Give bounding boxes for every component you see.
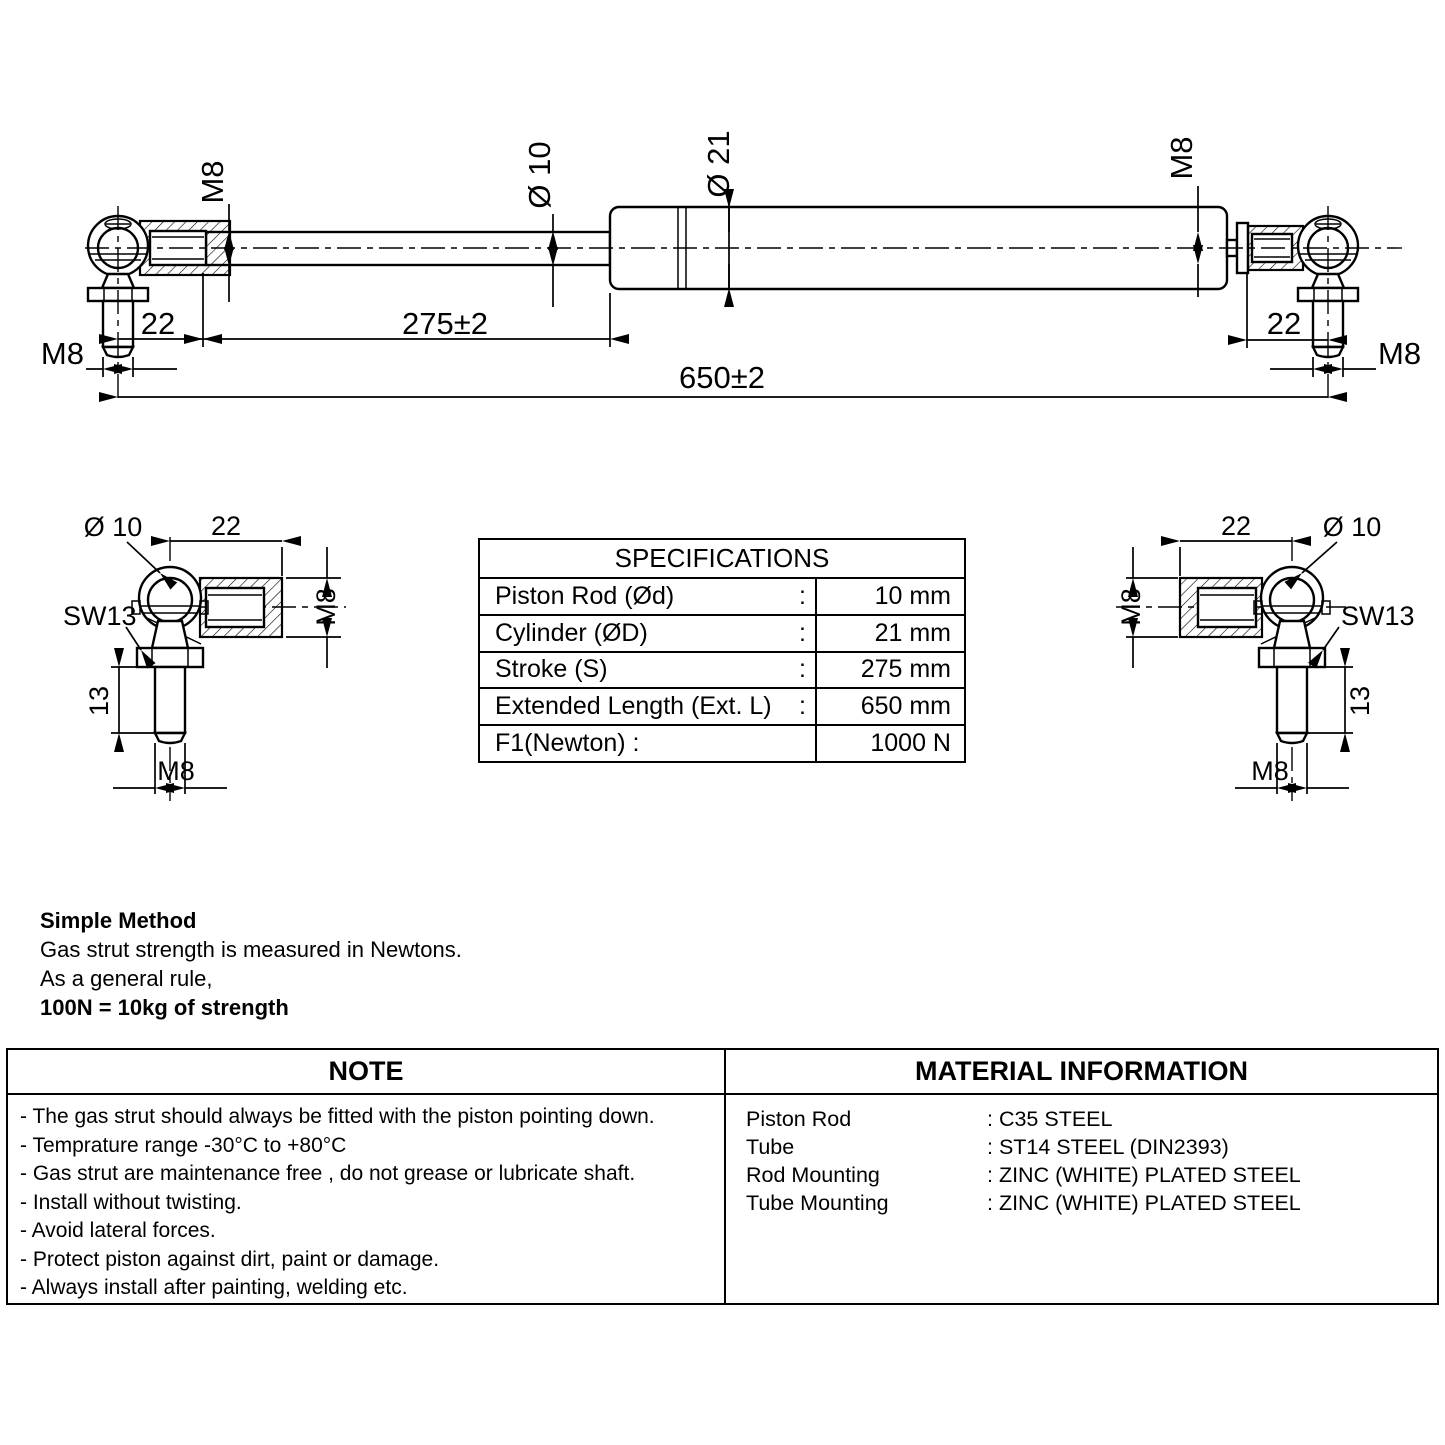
dim-label-cylinder-diameter: Ø 21 xyxy=(701,130,736,198)
dim-label-ball-diameter: Ø 10 xyxy=(83,512,143,542)
note-header: NOTE xyxy=(8,1050,724,1095)
dim-label-wrench-size: SW13 xyxy=(63,601,137,631)
detail-right-ball-socket xyxy=(1254,567,1330,743)
material-row xyxy=(746,1161,1437,1189)
dim-label-right-offset: 22 xyxy=(1266,306,1302,341)
note-item: - The gas strut should always be fitted with the piston pointing down. xyxy=(20,1105,655,1128)
main-assembly-view xyxy=(41,130,1421,404)
info-table xyxy=(6,1048,1439,1305)
dim-detail-left-wrench-size xyxy=(63,601,141,650)
spec-row-extended-length xyxy=(480,689,964,726)
material-label: Rod Mounting xyxy=(746,1163,880,1187)
dim-label-extended-length: 650±2 xyxy=(679,360,765,395)
dim-label-stud-thread: M8 xyxy=(157,756,195,786)
spec-label: Piston Rod (Ød) xyxy=(495,581,675,610)
specifications-title: SPECIFICATIONS xyxy=(480,540,964,579)
dim-label-stud-length: 13 xyxy=(1345,685,1375,717)
material-row xyxy=(746,1133,1437,1161)
material-value: : ZINC (WHITE) PLATED STEEL xyxy=(987,1191,1301,1215)
dim-label-stroke-length: 275±2 xyxy=(402,306,488,341)
note-item: - Temprature range -30°C to +80°C xyxy=(20,1133,347,1157)
spec-value: 650 mm xyxy=(860,692,951,721)
strength-note xyxy=(40,906,462,1022)
material-row xyxy=(746,1105,1437,1133)
detail-right-connector-block xyxy=(1180,578,1262,637)
material-column xyxy=(726,1050,1437,1303)
spec-colon: : xyxy=(799,581,806,610)
dim-detail-left-stud-length xyxy=(84,667,155,733)
material-label: Tube Mounting xyxy=(746,1191,889,1215)
specifications-table xyxy=(478,538,966,763)
dim-label-offset: 22 xyxy=(1220,511,1252,541)
dim-label-wrench-size: SW13 xyxy=(1341,601,1415,631)
spec-label: Extended Length (Ext. L) xyxy=(495,692,772,721)
dim-label-left-offset: 22 xyxy=(140,306,176,341)
dim-label-socket-thread: M8 xyxy=(1116,588,1146,626)
dim-detail-left-ball-diameter xyxy=(84,512,160,573)
dim-label-socket-thread: M8 xyxy=(311,588,341,626)
dim-label-ball-diameter: Ø 10 xyxy=(1322,512,1382,542)
dim-label-stud-thread: M8 xyxy=(1251,756,1289,786)
note-list xyxy=(8,1095,724,1303)
spec-colon: : xyxy=(799,692,806,721)
right-end-fitting-detail xyxy=(1116,511,1415,801)
spec-value: 10 mm xyxy=(874,581,951,610)
material-value: : ST14 STEEL (DIN2393) xyxy=(987,1135,1229,1159)
dim-right-stud-thread xyxy=(1270,336,1421,377)
spec-label: Stroke (S) xyxy=(495,655,608,684)
material-label: Piston Rod xyxy=(746,1107,852,1131)
spec-colon: : xyxy=(799,618,806,647)
strength-note-line: As a general rule, xyxy=(40,966,213,991)
detail-left-connector-block xyxy=(200,578,282,637)
note-item: - Protect piston against dirt, paint or damage. xyxy=(20,1247,440,1271)
spec-colon: : xyxy=(799,655,806,684)
dim-detail-right-stud-length xyxy=(1307,667,1375,733)
note-item: - Always install after painting, welding etc. xyxy=(20,1276,408,1299)
spec-value: 275 mm xyxy=(860,655,951,684)
strength-note-line: Gas strut strength is measured in Newtons. xyxy=(40,937,462,962)
material-value: : C35 STEEL xyxy=(987,1107,1113,1131)
material-label: Tube xyxy=(746,1135,795,1159)
detail-left-ball-socket xyxy=(132,567,208,743)
material-list xyxy=(726,1095,1437,1217)
dim-stroke-length xyxy=(203,293,610,347)
note-item: - Gas strut are maintenance free , do not grease or lubricate shaft. xyxy=(20,1162,636,1185)
dim-label-offset: 22 xyxy=(210,511,242,541)
dim-label-rod-thread: M8 xyxy=(195,160,230,204)
strength-note-rule: 100N = 10kg of strength xyxy=(40,995,289,1020)
spec-row-piston-rod xyxy=(480,579,964,616)
spec-value: 21 mm xyxy=(874,618,951,647)
material-header: MATERIAL INFORMATION xyxy=(726,1050,1437,1095)
spec-row-stroke xyxy=(480,653,964,690)
spec-value: 1000 N xyxy=(870,729,951,758)
note-column xyxy=(8,1050,726,1303)
spec-row-force xyxy=(480,726,964,761)
dim-label-right-stud-thread: M8 xyxy=(1378,336,1422,371)
spec-label: F1(Newton) : xyxy=(495,729,640,758)
left-end-fitting-detail xyxy=(63,511,346,801)
note-item: - Install without twisting. xyxy=(20,1190,242,1214)
spec-row-cylinder xyxy=(480,616,964,653)
material-value: : ZINC (WHITE) PLATED STEEL xyxy=(987,1163,1301,1187)
dim-detail-right-wrench-size xyxy=(1323,601,1415,650)
dim-detail-left-offset xyxy=(170,511,282,576)
material-row xyxy=(746,1189,1437,1217)
strength-note-title: Simple Method xyxy=(40,908,197,933)
dim-rod-diameter xyxy=(522,141,557,307)
dim-label-cylinder-thread: M8 xyxy=(1164,136,1199,180)
note-item: - Avoid lateral forces. xyxy=(20,1219,216,1242)
dim-label-left-stud-thread: M8 xyxy=(40,336,84,371)
dim-detail-right-offset xyxy=(1180,511,1292,576)
dim-label-stud-length: 13 xyxy=(84,685,114,717)
dim-extended-length xyxy=(118,360,1328,397)
spec-label: Cylinder (ØD) xyxy=(495,618,648,647)
dim-label-rod-diameter: Ø 10 xyxy=(522,141,557,209)
dim-detail-right-ball-diameter xyxy=(1302,512,1381,573)
